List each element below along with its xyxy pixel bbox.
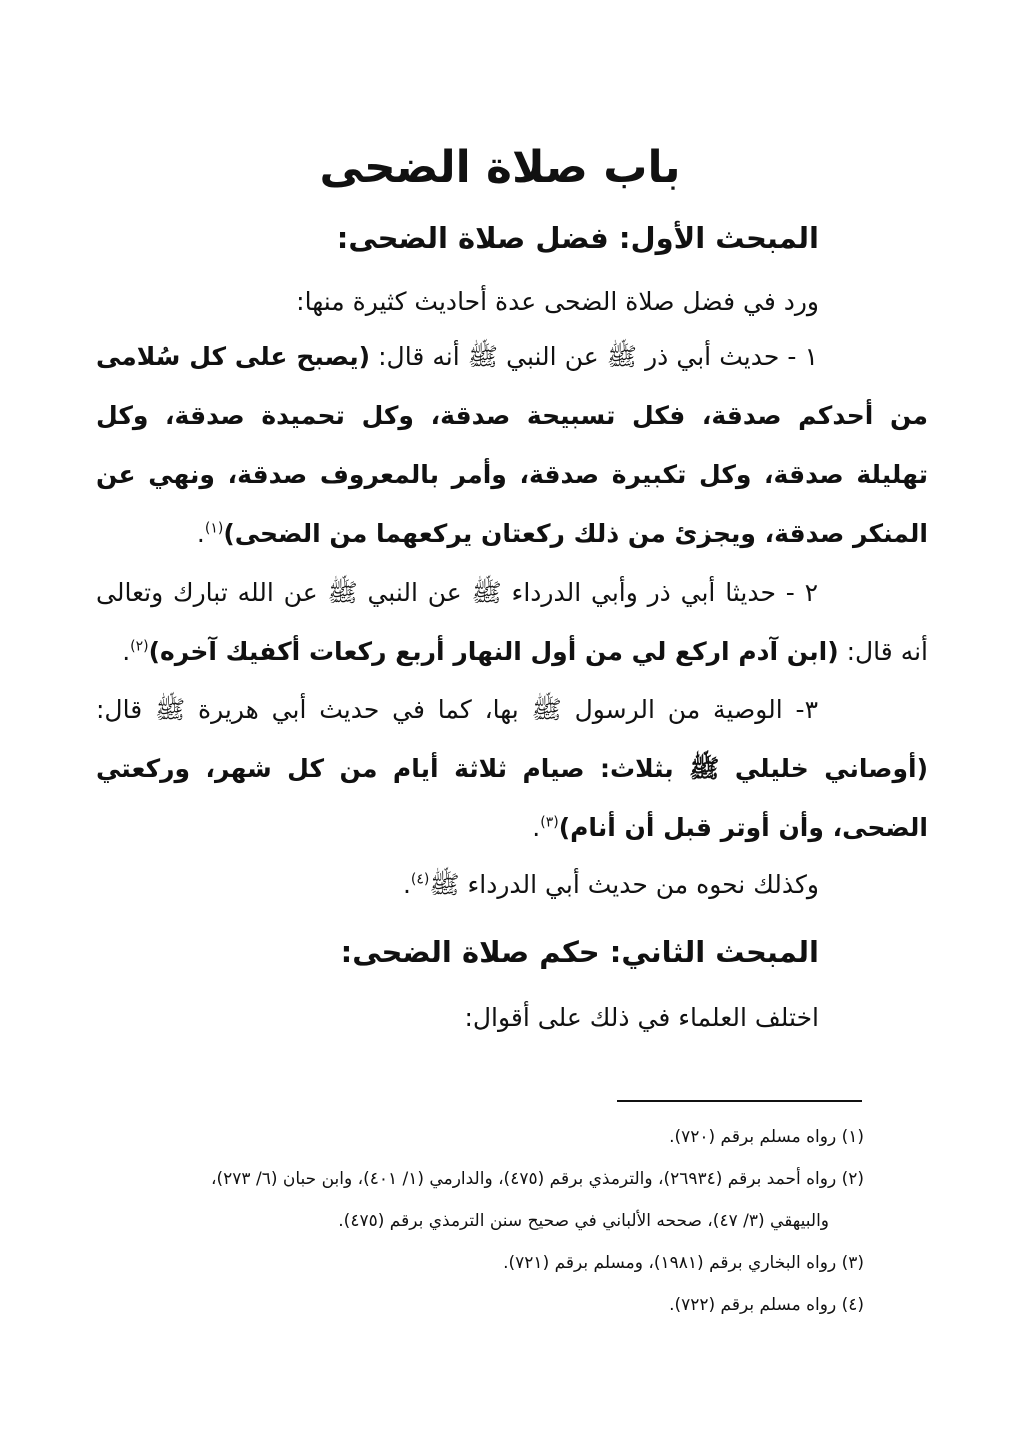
hadith-3-lead: ٣- الوصية من الرسول ﷺ بها، كما في حديث أبي هريرة ﷺ قال: [96, 695, 818, 724]
hadith-2-text: (ابن آدم اركع لي من أول النهار أربع ركعات أكفيك آخره) [148, 637, 839, 666]
section-1-title: المبحث الأول: فضل صلاة الضحى: [336, 221, 819, 255]
section-1-intro [96, 272, 819, 331]
footnote-1: (١) رواه مسلم برقم (٧٢٠). [669, 1127, 864, 1147]
hadith-1-paragraph: ١ - حديث أبي ذر ﷺ عن النبي ﷺ أنه قال: (يصبح على كل سُلامى من أحدكم صدقة، فكل تسبيحة صدقة، وكل تحميدة صدقة، وكل تهليلة صدقة، وكل تكبيرة صدقة، وأمر بالمعروف صدقة، ونهي عن المنكر صدقة، ويجزئ من ذلك ركعتان يركعهما من الضحى)$^{(١)}$. [96, 342, 928, 548]
footnote-ref-2: (٢) [130, 638, 149, 655]
footnote-4: (٤) رواه مسلم برقم (٧٢٢). [669, 1295, 864, 1315]
footnote-2-continued: والبيهقي (٣/ ٤٧)، صححه الألباني في صحيح سنن الترمذي برقم (٤٧٥). [338, 1211, 829, 1231]
hadith-1-text: (يصبح على كل سُلامى من أحدكم صدقة، فكل تسبيحة صدقة، وكل تحميدة صدقة، وكل تهليلة صدقة، وكل تكبيرة صدقة، وأمر بالمعروف صدقة، ونهي عن المنكر صدقة، ويجزئ من ذلك ركعتان يركعهما من الضحى) [96, 342, 928, 548]
footnotes [90, 1120, 864, 1330]
hadith-4-paragraph: وكذلك نحوه من حديث أبي الدرداء ﷺ$^{(٤)}$. [402, 870, 819, 899]
footnote-ref-1: (١) [204, 520, 224, 537]
hadith-4-text: وكذلك نحوه من حديث أبي الدرداء ﷺ [429, 870, 819, 899]
footnote-ref-4: (٤) [410, 871, 430, 888]
hadith-2-paragraph: ٢ - حديثا أبي ذر وأبي الدرداء ﷺ عن النبي ﷺ عن الله تبارك وتعالى أنه قال: (ابن آدم اركع لي من أول النهار أربع ركعات أكفيك آخره)$^{(٢)}$. [96, 578, 928, 666]
hadith-1-lead: ١ - حديث أبي ذر ﷺ عن النبي ﷺ أنه قال: [370, 342, 818, 371]
hadith-2-lead: ٢ - حديثا أبي ذر وأبي الدرداء ﷺ عن النبي ﷺ عن الله تبارك وتعالى أنه قال: [96, 578, 928, 666]
section-2-intro [96, 988, 819, 1047]
chapter-title: باب صلاة الضحى [319, 142, 681, 193]
section-2-intro-text: اختلف العلماء في ذلك على أقوال: [464, 1003, 819, 1032]
footnote-3: (٣) رواه البخاري برقم (١٩٨١)، ومسلم برقم (٧٢١). [503, 1253, 864, 1273]
hadith-3-paragraph: ٣- الوصية من الرسول ﷺ بها، كما في حديث أبي هريرة ﷺ قال: (أوصاني خليلي ﷺ بثلاث: صيام ثلاثة أيام من كل شهر، وركعتي الضحى، وأن أوتر قبل أن أنام)$^{(٣)}$. [96, 695, 928, 842]
footnote-ref-3: (٣) [540, 814, 559, 831]
hadith-3-text: (أوصاني خليلي ﷺ بثلاث: صيام ثلاثة أيام من كل شهر، وركعتي الضحى، وأن أوتر قبل أن أنام) [96, 754, 928, 842]
section-2-title: المبحث الثاني: حكم صلاة الضحى: [340, 935, 819, 969]
footnote-divider [617, 1100, 862, 1102]
section-1-intro-text: ورد في فضل صلاة الضحى عدة أحاديث كثيرة منها: [296, 287, 819, 316]
footnote-2: (٢) رواه أحمد برقم (٢٦٩٣٤)، والترمذي برقم (٤٧٥)، والدارمي (١/ ٤٠١)، وابن حبان (٦/ ٢٧٣)، [211, 1169, 864, 1189]
